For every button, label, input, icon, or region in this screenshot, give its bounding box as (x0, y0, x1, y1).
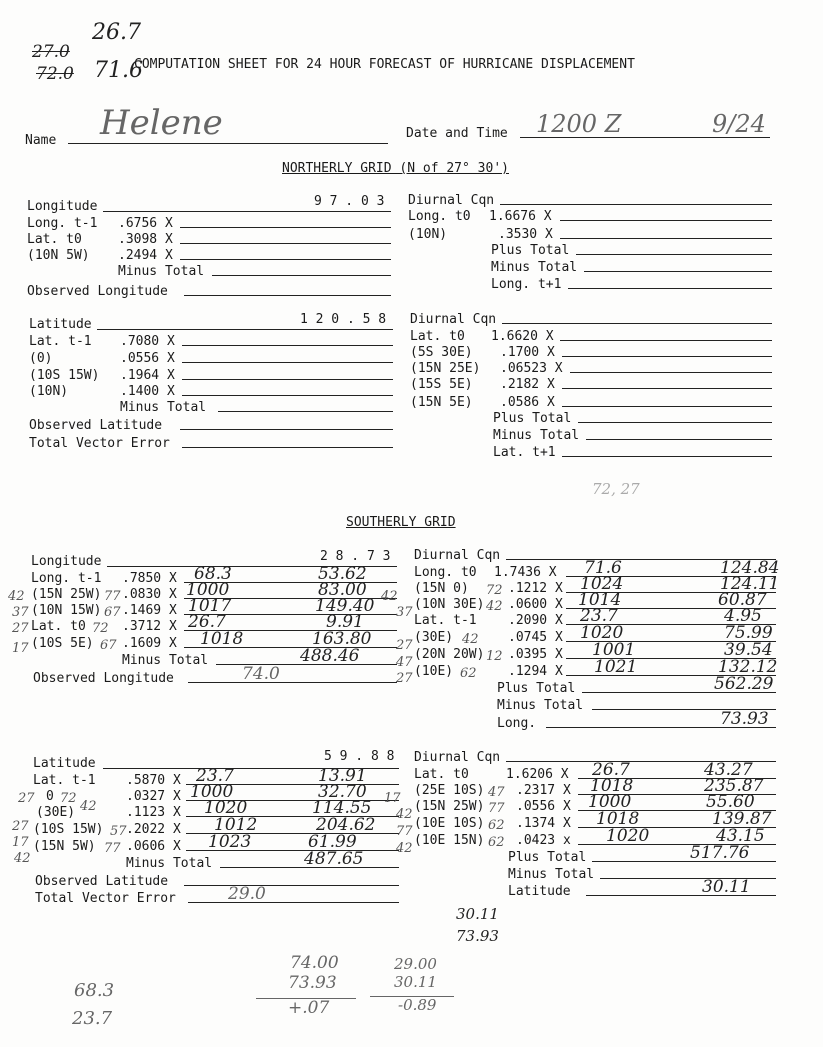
rule-line (562, 388, 772, 389)
s-diurnal-lat-label: Diurnal Cqn (414, 750, 501, 765)
rule-line (502, 323, 772, 324)
rule-line (560, 340, 772, 341)
s-lat-right: 77 (396, 824, 413, 839)
n-lon-row-coef: .3098 X (118, 232, 173, 247)
s-dlat-obs: 1000 (588, 792, 632, 812)
s-dlon-row-coef: .0395 X (508, 647, 563, 662)
s-dlon-obs: 23.7 (580, 606, 618, 626)
s-lat-prefix: 17 (12, 835, 29, 850)
s-dlon-obs: 1001 (592, 640, 636, 660)
n-latitude-label: Latitude (29, 317, 92, 332)
n-lon-row-label: Lat. t0 (27, 232, 82, 247)
s-lat-prod: 32.70 (318, 782, 367, 802)
s-lon-minus-right: 47 (396, 655, 413, 670)
s-dlat-row-label: (10E 15N) (414, 833, 485, 848)
n-dlon-row-coef: .3530 X (498, 227, 553, 242)
rule-line (560, 238, 772, 239)
s-lon-row-coef: .1469 X (122, 603, 177, 618)
s-lat-row-label: (15N 5W) (33, 839, 96, 854)
s-dlon-plus-total: Plus Total (497, 681, 576, 696)
s-lat-obs: 1020 (204, 798, 248, 818)
n-dlat-row-label: (15S 5E) (410, 377, 473, 392)
calc1-top: 74.00 (290, 953, 339, 973)
s-lon-row-label: Long. t-1 (31, 571, 102, 586)
n-dlon-minus-total: Minus Total (491, 260, 578, 275)
s-lat-row-coef: .5870 X (126, 773, 181, 788)
hurricane-name: Helene (100, 103, 223, 143)
s-lat-mid: 57 (110, 824, 127, 839)
s-dlon-row-coef: .0745 X (508, 630, 563, 645)
s-dlat-row-coef: 1.6206 X (506, 767, 569, 782)
n-dlat-row-label: Lat. t0 (410, 329, 465, 344)
s-lon-right: 37 (396, 605, 413, 620)
n-dlat-row-label: (15N 5E) (410, 395, 473, 410)
s-dlat-row-label: (10E 10S) (414, 816, 485, 831)
s-dlat-obs: 1018 (590, 776, 634, 796)
crossed-value-b: 72.0 (36, 64, 74, 84)
rule-line (560, 220, 772, 221)
s-lat-minus-total: Minus Total (126, 856, 213, 871)
s-dlon-mid: 12 (486, 649, 503, 664)
s-dlon-obs: 1024 (580, 574, 624, 594)
s-lon-right: 27 (396, 638, 413, 653)
n-longitude-label: Longitude (27, 199, 98, 214)
s-dlat-mid: 62 (488, 835, 505, 850)
s-lat-prefix-extra: 42 (14, 851, 31, 866)
n-diurnal-lon-label: Diurnal Cqn (408, 193, 495, 208)
s-lat-row-label: (30E) (36, 805, 76, 820)
s-lat-row-label: 0 (46, 789, 54, 804)
s-dlon-plus-total-value: 562.29 (714, 674, 774, 694)
n-dlat-row-coef: .06523 X (500, 361, 563, 376)
s-lon-obs: 26.7 (188, 612, 226, 632)
n-long-t1: Long. t+1 (491, 277, 562, 292)
s-latitude-label: Latitude (33, 756, 96, 771)
s-dlon-minus-total: Minus Total (497, 698, 584, 713)
n-dlat-minus-total: Minus Total (493, 428, 580, 443)
s-dlat-prod: 55.60 (706, 792, 755, 812)
s-lat-prefix: 27 (18, 791, 35, 806)
s-lat-minus-total-value: 487.65 (304, 849, 364, 869)
rule-line (570, 372, 772, 373)
s-lat-obs: 1023 (208, 832, 252, 852)
s-lon-row-coef: .3712 X (122, 619, 177, 634)
n-lat-minus-total: Minus Total (120, 400, 207, 415)
s-dlon-row-coef: 1.7436 X (494, 565, 557, 580)
southerly-grid-heading: SOUTHERLY GRID (346, 515, 456, 530)
rule-line (184, 885, 399, 886)
calc2-top: 29.00 (394, 955, 437, 973)
s-dlon-prod: 39.54 (724, 640, 773, 660)
s-dlon-row-label: (15N 0) (414, 581, 469, 596)
n-lat-row-label: (10N) (29, 384, 69, 399)
rule-line (97, 329, 393, 330)
s-lon-mid: 72 (92, 621, 109, 636)
s-lat-mid: 72 (60, 791, 77, 806)
rule-line (182, 379, 393, 380)
s-lon-row-label: (15N 25W) (31, 587, 102, 602)
s-lat-right: 17 (384, 791, 401, 806)
s-dlon-prod: 60.87 (718, 590, 767, 610)
s-lat-mid: 42 (80, 799, 97, 814)
n-lon-row-coef: .2494 X (118, 248, 173, 263)
n-dlat-row-label: (5S 30E) (410, 345, 473, 360)
rule-line (188, 682, 397, 683)
s-latitude-result-value: 30.11 (702, 877, 751, 897)
s-observed-longitude-value: 74.0 (242, 664, 280, 684)
s-dlat-row-label: (15N 25W) (414, 799, 485, 814)
s-lon-minus-total-value: 488.46 (300, 646, 360, 666)
s-dlon-prod: 75.99 (724, 623, 773, 643)
s-dlat-obs: 26.7 (592, 760, 630, 780)
hand-value-a: 26.7 (92, 20, 141, 45)
forecast-time: 1200 Z (536, 110, 622, 138)
s-lon-mid: 67 (100, 638, 117, 653)
n-lat-row-label: (10S 15W) (29, 368, 100, 383)
n-dlon-plus-total: Plus Total (491, 243, 570, 258)
s-lon-mid: 67 (104, 605, 121, 620)
s-lon-prod: 53.62 (318, 564, 367, 584)
n-observed-longitude: Observed Longitude (27, 284, 168, 299)
n-lon-row-coef: .6756 X (118, 216, 173, 231)
rule-line (576, 254, 772, 255)
s-dlat-row-coef: .2317 X (516, 783, 571, 798)
n-observed-latitude: Observed Latitude (29, 418, 163, 433)
s-dlon-row-label: (10E) (414, 664, 454, 679)
s-dlat-row-coef: .0423 x (516, 833, 571, 848)
n-lon-row-label: (10N 5W) (27, 248, 90, 263)
n-dlon-row-coef: 1.6676 X (489, 209, 552, 224)
rule-line (182, 345, 393, 346)
s-dlon-row-label: Long. t0 (414, 565, 477, 580)
n-dlat-row-coef: .2182 X (500, 377, 555, 392)
rule-line (562, 456, 772, 457)
n-lat-row-coef: .1964 X (120, 368, 175, 383)
n-lon-row-label: Long. t-1 (27, 216, 98, 231)
s-observed-longitude: Observed Longitude (33, 671, 174, 686)
s-latitude-value: 5 9 . 8 8 (324, 749, 395, 764)
s-lon-prefix: 37 (12, 605, 29, 620)
rule-line (180, 429, 393, 430)
s-lon-obs: 1017 (188, 596, 232, 616)
s-lon-prod: 83.00 (318, 580, 367, 600)
s-dlon-row-coef: .1212 X (508, 581, 563, 596)
s-lon-prod: 163.80 (312, 629, 372, 649)
rule-line (180, 259, 391, 260)
s-lat-right: 42 (396, 807, 413, 822)
s-dlon-prod: 124.84 (720, 558, 780, 578)
rule-line (584, 271, 772, 272)
n-lat-row-label: (0) (29, 351, 53, 366)
s-long-value: 73.93 (720, 709, 769, 729)
note-longitude: 73.93 (456, 927, 499, 945)
s-lat-obs: 23.7 (196, 766, 234, 786)
s-long-label: Long. (497, 716, 537, 731)
s-dlat-minus-total: Minus Total (508, 867, 595, 882)
note-latitude: 30.11 (456, 905, 499, 923)
s-dlat-mid: 77 (488, 801, 505, 816)
n-lat-row-coef: .1400 X (120, 384, 175, 399)
rule-line (182, 395, 393, 396)
n-lon-minus-total: Minus Total (118, 264, 205, 279)
s-dlon-prod: 124.11 (720, 574, 780, 594)
faint-note: 72, 27 (592, 480, 640, 498)
s-total-vector-error-value: 29.0 (228, 884, 266, 904)
rule-line (212, 275, 391, 276)
s-dlat-mid: 62 (488, 818, 505, 833)
s-dlon-row-coef: .2090 X (508, 613, 563, 628)
s-lon-row-coef: .7850 X (122, 571, 177, 586)
s-lon-right: 42 (381, 589, 398, 604)
n-latitude-value: 1 2 0 . 5 8 (300, 312, 387, 327)
northerly-grid-heading: NORTHERLY GRID (N of 27° 30') (282, 161, 509, 176)
rule-line (218, 411, 393, 412)
s-lat-prod: 13.91 (318, 766, 367, 786)
calc1-mid: 73.93 (288, 973, 337, 993)
rule-line (180, 243, 391, 244)
rule-line (586, 439, 772, 440)
rule-line (578, 422, 772, 423)
s-lat-row-coef: .0327 X (126, 789, 181, 804)
s-total-vector-error: Total Vector Error (35, 891, 176, 906)
s-dlat-mid: 47 (488, 785, 505, 800)
s-dlat-row-label: (25E 10S) (414, 783, 485, 798)
n-dlat-row-coef: .0586 X (500, 395, 555, 410)
s-dlat-prod: 43.15 (716, 826, 765, 846)
s-lat-prefix: 27 (12, 819, 29, 834)
s-dlon-obs: 1021 (594, 657, 638, 677)
rule-line (180, 227, 391, 228)
s-dlon-row-coef: .0600 X (508, 597, 563, 612)
rule-line (568, 288, 772, 289)
s-dlon-mid: 42 (462, 632, 479, 647)
s-observed-latitude: Observed Latitude (35, 874, 169, 889)
s-lat-obs: 1000 (190, 782, 234, 802)
rule-line (188, 902, 399, 903)
s-lon-row-coef: .1609 X (122, 636, 177, 651)
s-lat-right: 42 (396, 841, 413, 856)
s-lon-row-label: Lat. t0 (31, 619, 86, 634)
s-lon-prefix: 42 (8, 589, 25, 604)
s-dlat-plus-total: Plus Total (508, 850, 587, 865)
n-lat-row-coef: .7080 X (120, 334, 175, 349)
s-lat-row-coef: .1123 X (126, 805, 181, 820)
s-dlat-row-coef: .0556 X (516, 799, 571, 814)
s-dlat-row-coef: .1374 X (516, 816, 571, 831)
s-dlon-obs: 1014 (578, 590, 622, 610)
date-time-label: Date and Time (406, 126, 508, 141)
s-lat-row-coef: .0606 X (126, 839, 181, 854)
s-lon-row-coef: .0830 X (122, 587, 177, 602)
s-dlon-mid: 72 (486, 583, 503, 598)
s-dlon-prod: 4.95 (724, 606, 762, 626)
n-total-vector-error: Total Vector Error (29, 436, 170, 451)
s-lon-prod: 149.40 (315, 596, 375, 616)
note-left-1: 68.3 (74, 980, 115, 1001)
s-lon-prod: 9.91 (326, 612, 364, 632)
s-lon-minus-total: Minus Total (122, 653, 209, 668)
s-dlat-row-label: Lat. t0 (414, 767, 469, 782)
s-longitude-value: 2 8 . 7 3 (320, 549, 391, 564)
s-lat-row-label: Lat. t-1 (33, 773, 96, 788)
calc1-result: +.07 (288, 998, 330, 1018)
rule-line (182, 362, 393, 363)
s-diurnal-lon-label: Diurnal Cqn (414, 548, 501, 563)
n-dlat-row-label: (15N 25E) (410, 361, 481, 376)
note-left-2: 23.7 (72, 1008, 113, 1029)
calc2-result: -0.89 (398, 996, 437, 1014)
n-dlon-row-label: (10N) (408, 227, 448, 242)
s-lat-mid: 77 (104, 841, 121, 856)
s-lat-obs: 1012 (214, 815, 258, 835)
sheet-title: COMPUTATION SHEET FOR 24 HOUR FORECAST OF HURRICANE DISPLACEMENT (134, 57, 635, 72)
rule-line (103, 211, 391, 212)
s-dlon-prod: 132.12 (718, 657, 778, 677)
s-lat-prod: 114.55 (312, 798, 372, 818)
s-lon-prefix: 27 (12, 621, 29, 636)
s-lon-mid: 77 (104, 589, 121, 604)
calc2-mid: 30.11 (394, 973, 437, 991)
n-dlat-row-coef: .1700 X (500, 345, 555, 360)
s-dlat-obs: 1020 (606, 826, 650, 846)
s-lat-prod: 204.62 (316, 815, 376, 835)
rule-line (562, 406, 772, 407)
name-line (68, 143, 388, 144)
s-dlat-plus-total-value: 517.76 (690, 843, 750, 863)
rule-line (500, 204, 772, 205)
s-dlon-row-label: (10N 30E) (414, 597, 485, 612)
s-longitude-label: Longitude (31, 554, 102, 569)
s-lon-prefix: 17 (12, 641, 29, 656)
n-diurnal-lat-label: Diurnal Cqn (410, 312, 497, 327)
s-lon-row-label: (10N 15W) (31, 603, 102, 618)
s-dlat-obs: 1018 (596, 809, 640, 829)
forecast-date: 9/24 (712, 110, 766, 138)
s-dlon-row-label: (30E) (414, 630, 454, 645)
n-dlon-row-label: Long. t0 (408, 209, 471, 224)
s-lat-row-coef: .2022 X (126, 822, 181, 837)
s-dlat-prod: 43.27 (704, 760, 753, 780)
n-longitude-value: 9 7 . 0 3 (314, 194, 385, 209)
s-dlon-obs: 1020 (580, 623, 624, 643)
s-latitude-result-label: Latitude (508, 884, 571, 899)
s-dlon-row-label: Lat. t-1 (414, 613, 477, 628)
s-lat-row-label: (10S 15W) (33, 822, 104, 837)
s-dlon-row-coef: .1294 X (508, 664, 563, 679)
s-lat-prod: 61.99 (308, 832, 357, 852)
s-dlon-obs: 71.6 (584, 558, 622, 578)
n-lat-row-label: Lat. t-1 (29, 334, 92, 349)
s-dlon-mid: 42 (486, 599, 503, 614)
s-dlat-prod: 235.87 (704, 776, 764, 796)
hand-value-b: 71.6 (94, 58, 143, 83)
crossed-value-a: 27.0 (32, 42, 70, 62)
n-lat-row-coef: .0556 X (120, 351, 175, 366)
s-dlat-prod: 139.87 (712, 809, 772, 829)
s-dlon-row-label: (20N 20W) (414, 647, 485, 662)
s-observed-right: 27 (396, 671, 413, 686)
name-label: Name (25, 133, 57, 148)
rule-line (182, 447, 393, 448)
rule-line (562, 356, 772, 357)
s-lon-obs: 68.3 (194, 564, 232, 584)
s-lon-obs: 1018 (200, 629, 244, 649)
rule-line (184, 295, 391, 296)
s-lon-row-label: (10S 5E) (31, 636, 94, 651)
s-dlon-mid: 62 (460, 666, 477, 681)
n-lat-t1: Lat. t+1 (493, 445, 556, 460)
s-lon-obs: 1000 (186, 580, 230, 600)
n-dlat-plus-total: Plus Total (493, 411, 572, 426)
n-dlat-row-coef: 1.6620 X (491, 329, 554, 344)
